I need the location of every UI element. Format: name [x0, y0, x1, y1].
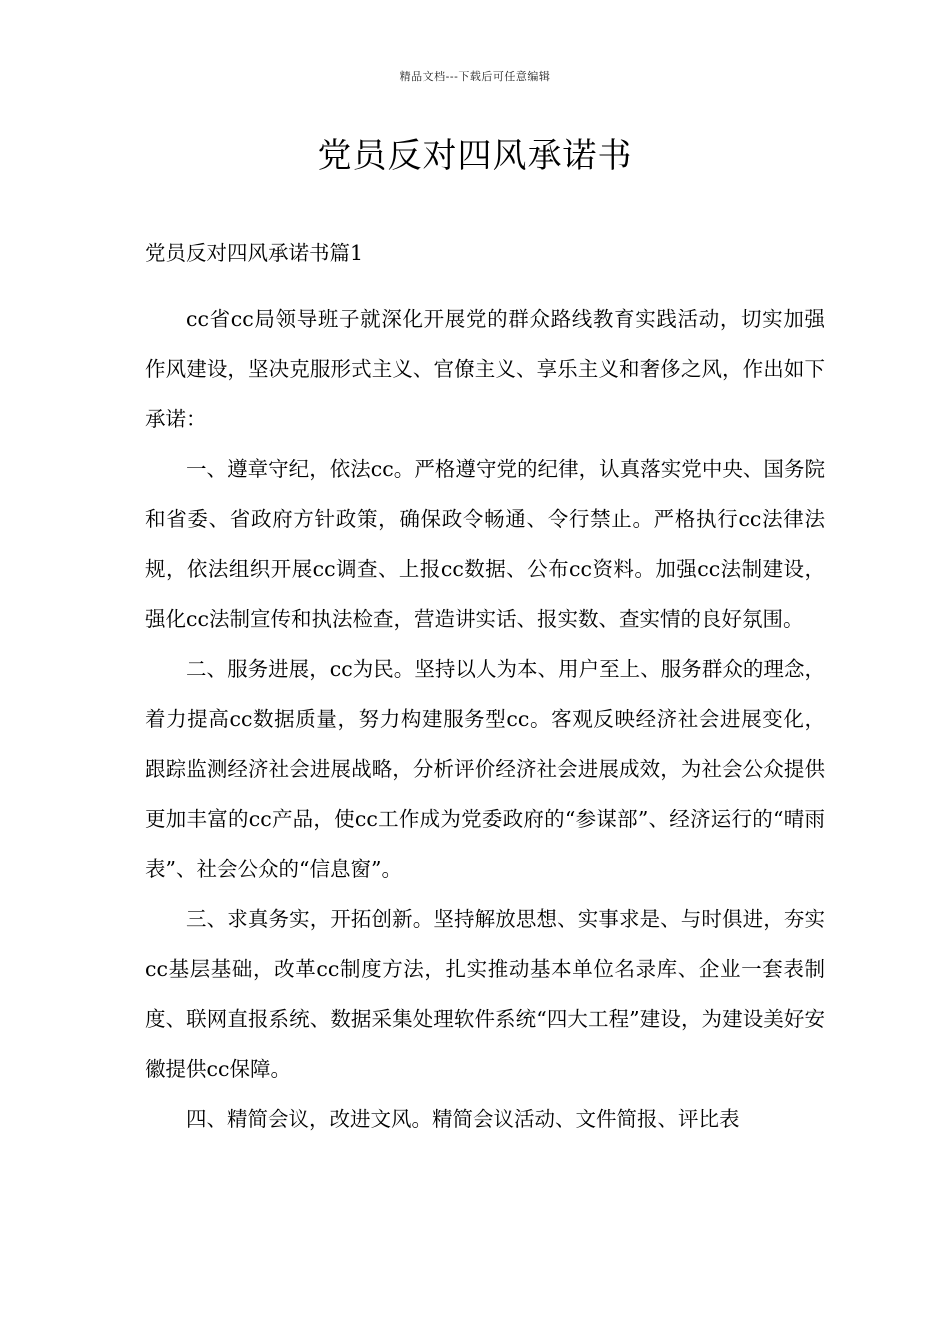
document-title: 党员反对四风承诺书: [317, 136, 633, 176]
paragraph-commitment-4: 四、精简会议，改进文风。精简会议活动、文件简报、评比表: [186, 1107, 740, 1131]
document-body: [145, 236, 825, 1144]
paragraph-commitment-3: 三、求真务实，开拓创新。坚持解放思想、实事求是、与时俱进，夯实cc基层基础，改革cc制度方法，扎实推动基本单位名录库、企业一套表制度、联网直报系统、数据采集处理软件系统“四大工程”建设，为建设美好安徽提供cc保障。: [145, 907, 825, 1081]
header-note: 精品文档---下载后可任意编辑: [399, 70, 551, 83]
section-heading: 党员反对四风承诺书篇1: [145, 241, 364, 265]
paragraph-commitment-2: 二、服务进展，cc为民。坚持以人为本、用户至上、服务群众的理念，着力提高cc数据质量，努力构建服务型cc。客观反映经济社会进展变化，跟踪监测经济社会进展战略，分析评价经济社会进展成效，为社会公众提供更加丰富的cc产品，使cc工作成为党委政府的“参谋部”、经济运行的“晴雨表”、社会公众的“信息窗”。: [145, 657, 825, 881]
paragraph-intro: cc省cc局领导班子就深化开展党的群众路线教育实践活动，切实加强作风建设，坚决克服形式主义、官僚主义、享乐主义和奢侈之风，作出如下承诺：: [145, 307, 825, 431]
paragraph-commitment-1: 一、遵章守纪，依法cc。严格遵守党的纪律，认真落实党中央、国务院和省委、省政府方针政策，确保政令畅通、令行禁止。严格执行cc法律法规，依法组织开展cc调查、上报cc数据、公布cc资料。加强cc法制建设，强化cc法制宣传和执法检查，营造讲实话、报实数、查实情的良好氛围。: [145, 457, 825, 631]
section-heading-wrap: [145, 228, 825, 294]
